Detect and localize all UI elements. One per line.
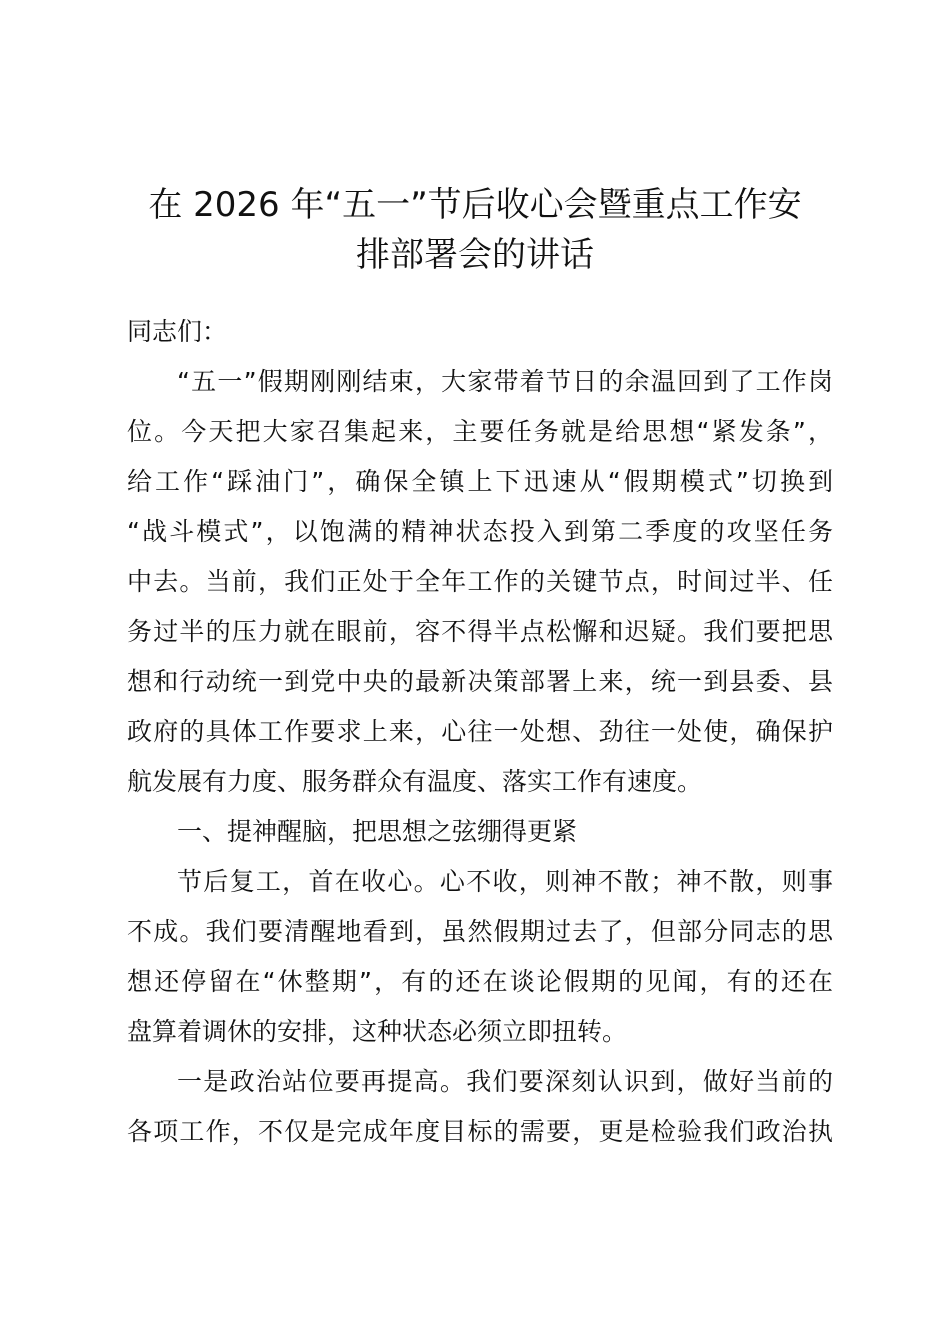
paragraph-line: “五一”假期刚刚结束，大家带着节日的余温回到了工作岗 (177, 367, 833, 396)
paragraph-line: 节后复工，首在收心。心不收，则神不散；神不散，则事 (177, 867, 833, 896)
paragraph-line: 中去。当前，我们正处于全年工作的关键节点，时间过半、任 (127, 567, 833, 596)
paragraph-line: 航发展有力度、服务群众有温度、落实工作有速度。 (127, 767, 703, 796)
paragraph-line: 务过半的压力就在眼前，容不得半点松懈和迟疑。我们要把思 (127, 617, 833, 646)
paragraph-intro (127, 357, 833, 807)
salutation: 同志们： (127, 317, 228, 346)
paragraph-line: 一是政治站位要再提高。我们要深刻认识到，做好当前的 (177, 1067, 833, 1096)
paragraph-line: 不成。我们要清醒地看到，虽然假期过去了，但部分同志的思 (127, 917, 833, 946)
document-title (100, 180, 850, 280)
title-line-1: 在 2026 年“五一”节后收心会暨重点工作安 (148, 185, 802, 225)
paragraph-line: 想还停留在“休整期”，有的还在谈论假期的见闻，有的还在 (127, 967, 833, 996)
paragraph-line: 盘算着调休的安排，这种状态必须立即扭转。 (127, 1017, 628, 1046)
paragraph-line: 给工作“踩油门”，确保全镇上下迅速从“假期模式”切换到 (127, 467, 833, 496)
document-body (127, 307, 833, 1157)
paragraph-political-stance (127, 1057, 833, 1157)
paragraph-line: 政府的具体工作要求上来，心往一处想、劲往一处使，确保护 (127, 717, 833, 746)
title-line-2: 排部署会的讲话 (356, 235, 594, 275)
paragraph-line: 位。今天把大家召集起来，主要任务就是给思想“紧发条”， (127, 417, 833, 446)
section-heading: 一、提神醒脑，把思想之弦绷得更紧 (177, 817, 578, 846)
paragraph-line: 各项工作，不仅是完成年度目标的需要，更是检验我们政治执 (127, 1117, 833, 1146)
paragraph-line: “战斗模式”，以饱满的精神状态投入到第二季度的攻坚任务 (127, 517, 833, 546)
paragraph-line: 想和行动统一到党中央的最新决策部署上来，统一到县委、县 (127, 667, 833, 696)
paragraph-section-1 (127, 857, 833, 1057)
